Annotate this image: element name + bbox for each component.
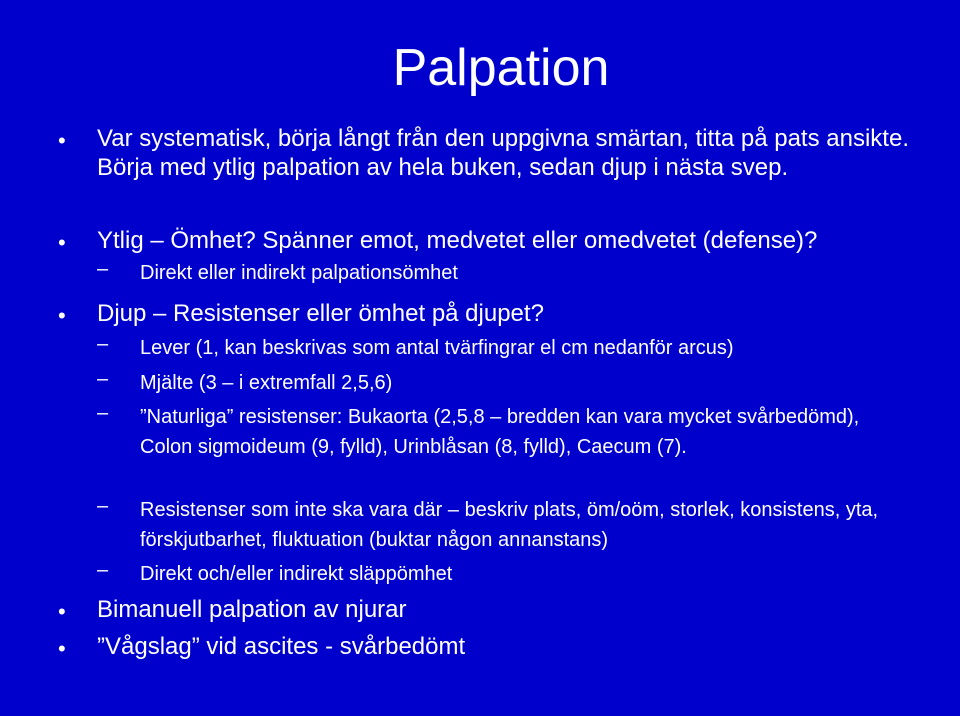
slide-title: Palpation [392,39,610,97]
bullet-marker: • [58,128,66,153]
bullet-marker: • [58,303,66,328]
dash-marker: – [97,258,109,280]
bullet-marker: • [58,636,66,661]
bullet-text: Ytlig – Ömhet? Spänner emot, medvetet eller omedvetet (defense)? [97,227,818,254]
sub-bullet-text: ”Naturliga” resistenser: Bukaorta (2,5,8 – bredden kan vara mycket svårbedömd), Colon sigmoideum (9, fylld), Urinblåsan (8, fylld), Caecum (7). [140,406,860,458]
bullet-text: ”Vågslag” vid ascites - svårbedömt [97,633,466,660]
sub-bullet-text: Lever (1, kan beskrivas som antal tvärfingrar el cm nedanför arcus) [140,337,734,359]
sub-bullet-text: Direkt eller indirekt palpationsömhet [140,262,458,284]
sub-bullet-text: Direkt och/eller indirekt släppömhet [140,563,453,585]
bullet-text: Djup – Resistenser eller ömhet på djupet? [97,300,544,327]
dash-marker: – [97,368,109,390]
sub-bullet-text: Mjälte (3 – i extremfall 2,5,6) [140,372,393,394]
dash-marker: – [97,402,109,424]
dash-marker: – [97,333,109,355]
dash-marker: – [97,495,109,517]
bullet-text: Bimanuell palpation av njurar [97,596,407,623]
dash-marker: – [97,559,109,581]
bullet-marker: • [58,230,66,255]
bullet-text: Var systematisk, börja långt från den uppgivna smärtan, titta på pats ansikte. Börja med ytlig palpation av hela buken, sedan djup i nästa svep. [97,125,909,181]
sub-bullet-text: Resistenser som inte ska vara där – beskriv plats, öm/oöm, storlek, konsistens, yta, förskjutbarhet, fluktuation (buktar någon annanstans) [140,499,879,551]
bullet-marker: • [58,599,66,624]
